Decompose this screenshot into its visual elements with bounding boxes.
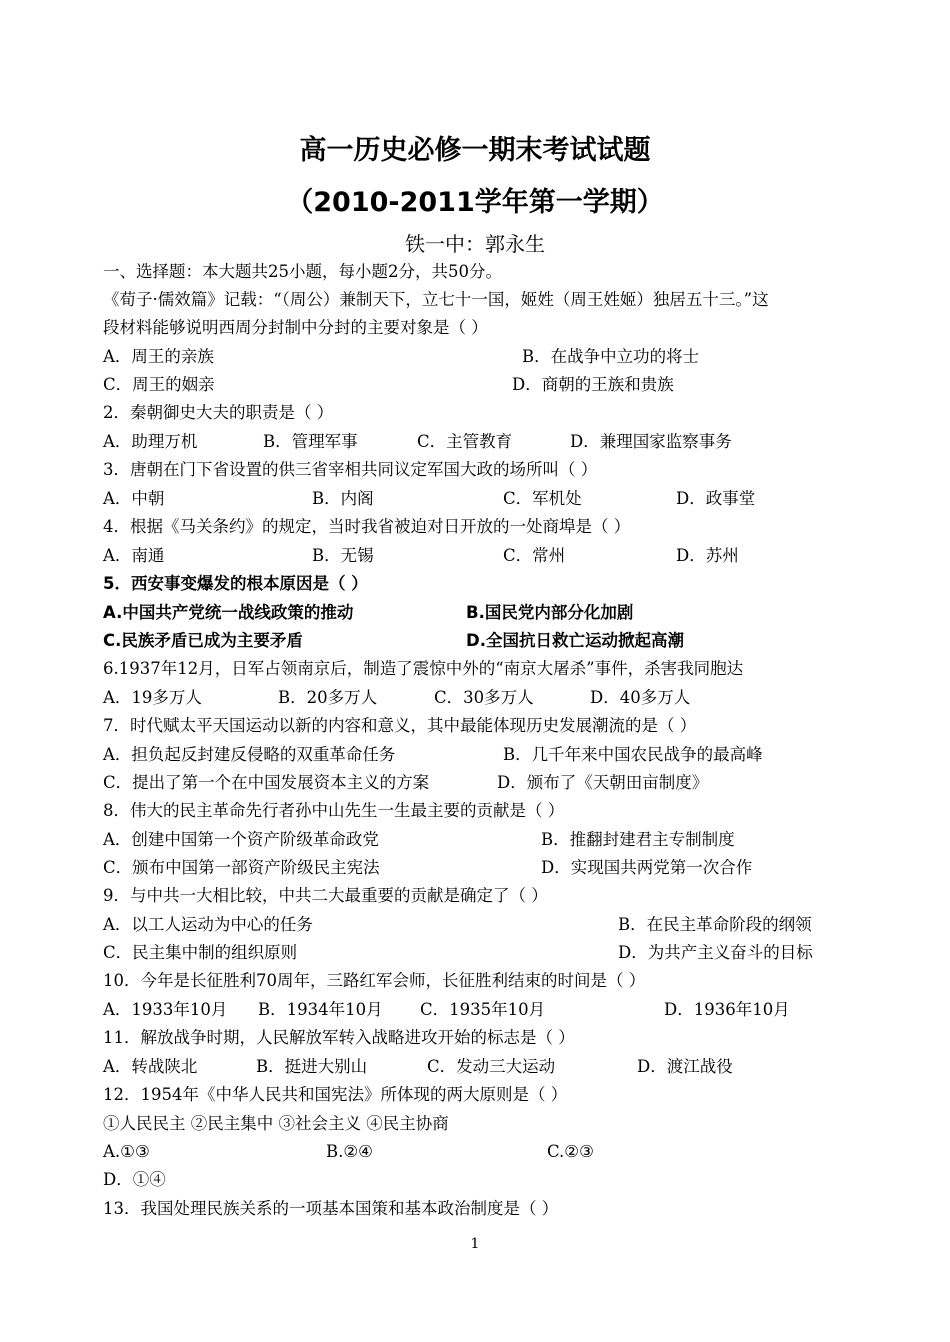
- answer-option: A．中朝: [103, 489, 165, 508]
- answer-option: D．实现国共两党第一次合作: [541, 858, 753, 877]
- answer-option: D．40多万人: [590, 688, 691, 707]
- answer-option: A．南通: [103, 546, 165, 565]
- answer-option: D．为共产主义奋斗的目标: [618, 943, 813, 962]
- question-stem: 9．与中共一大相比较，中共二大最重要的贡献是确定了（ ）: [103, 886, 548, 905]
- answer-option: A．以工人运动为中心的任务: [103, 915, 313, 934]
- answer-option: D．商朝的王族和贵族: [512, 375, 674, 394]
- answer-option: D．兼理国家监察事务: [570, 432, 732, 451]
- answer-option: A.中国共产党统一战线政策的推动: [103, 603, 354, 622]
- exam-title: 高一历史必修一期末考试试题: [299, 135, 651, 166]
- answer-option: C．颁布中国第一部资产阶级民主宪法: [103, 858, 380, 877]
- answer-option: B．在民主革命阶段的纲领: [618, 915, 812, 934]
- answer-option: B．几千年来中国农民战争的最高峰: [503, 745, 763, 764]
- answer-option: D．苏州: [676, 546, 739, 565]
- answer-option: B.国民党内部分化加剧: [466, 603, 634, 622]
- question-stem: 段材料能够说明西周分封制中分封的主要对象是（ ）: [103, 318, 488, 337]
- answer-option: B．1934年10月: [258, 1000, 383, 1019]
- answer-option: B．管理军事: [263, 432, 358, 451]
- answer-option: A.①③: [103, 1142, 150, 1161]
- answer-option: A．助理万机: [103, 432, 198, 451]
- answer-option: D.全国抗日救亡运动掀起高潮: [466, 631, 684, 650]
- answer-option: A．担负起反封建反侵略的双重革命任务: [103, 745, 396, 764]
- question-stem: 6.1937年12月，日军占领南京后，制造了震惊中外的“南京大屠杀”事件，杀害我同胞达: [103, 659, 744, 678]
- answer-option: B．内阁: [312, 489, 374, 508]
- question-stem: 3．唐朝在门下省设置的供三省宰相共同议定军国大政的场所叫（ ）: [103, 460, 598, 479]
- question-stem: 12．1954年《中华人民共和国宪法》所体现的两大原则是（ ）: [103, 1085, 568, 1104]
- question-stem: 2．秦朝御史大夫的职责是（ ）: [103, 403, 334, 422]
- answer-option: B．在战争中立功的将士: [522, 347, 700, 366]
- question-stem: ①人民民主 ②民主集中 ③社会主义 ④民主协商: [103, 1114, 449, 1133]
- answer-option: D．渡江战役: [637, 1057, 733, 1076]
- answer-option: C．周王的姻亲: [103, 375, 215, 394]
- answer-option: B.②④: [326, 1142, 373, 1161]
- answer-option: C．主管教育: [417, 432, 513, 451]
- question-stem: 13．我国处理民族关系的一项基本国策和基本政治制度是（ ）: [103, 1199, 559, 1218]
- answer-option: C．民主集中制的组织原则: [103, 943, 298, 962]
- answer-option: D．1936年10月: [664, 1000, 790, 1019]
- answer-option: A．1933年10月: [103, 1000, 228, 1019]
- author-line: 铁一中：郭永生: [405, 232, 545, 256]
- answer-option: B．推翻封建君主专制制度: [541, 830, 735, 849]
- question-stem: 7．时代赋太平天国运动以新的内容和意义，其中最能体现历史发展潮流的是（ ）: [103, 716, 697, 735]
- answer-option: C.民族矛盾已成为主要矛盾: [103, 631, 303, 650]
- question-stem: 11．解放战争时期，人民解放军转入战略进攻开始的标志是（ ）: [103, 1028, 575, 1047]
- answer-option: C．常州: [503, 546, 566, 565]
- answer-option: D．①④: [103, 1170, 166, 1189]
- answer-option: A．周王的亲族: [103, 347, 214, 366]
- section-heading: 一、选择题：本大题共25小题，每小题2分，共50分。: [103, 262, 502, 281]
- answer-option: A．转战陕北: [103, 1057, 198, 1076]
- page-number: 1: [470, 1236, 480, 1252]
- answer-option: D．政事堂: [676, 489, 756, 508]
- answer-option: D．颁布了《天朝田亩制度》: [497, 773, 709, 792]
- answer-option: B．无锡: [312, 546, 374, 565]
- question-stem: 8．伟大的民主革命先行者孙中山先生一生最主要的贡献是（ ）: [103, 801, 565, 820]
- answer-option: C．1935年10月: [420, 1000, 546, 1019]
- exam-subtitle: （2010-2011学年第一学期）: [286, 187, 664, 218]
- answer-option: B．挺进大别山: [256, 1057, 368, 1076]
- answer-option: C．发动三大运动: [427, 1057, 556, 1076]
- answer-option: A．创建中国第一个资产阶级革命政党: [103, 830, 379, 849]
- answer-option: C．军机处: [503, 489, 582, 508]
- question-stem: 《荀子·儒效篇》记载：“（周公）兼制天下，立七十一国，姬姓（周王姓姬）独居五十三。”这: [103, 290, 769, 309]
- answer-option: C．提出了第一个在中国发展资本主义的方案: [103, 773, 430, 792]
- question-stem: 5．西安事变爆发的根本原因是（ ）: [103, 574, 368, 593]
- question-stem: 10．今年是长征胜利70周年，三路红军会师，长征胜利结束的时间是（ ）: [103, 971, 646, 990]
- answer-option: C．30多万人: [434, 688, 534, 707]
- question-stem: 4．根据《马关条约》的规定，当时我省被迫对日开放的一处商埠是（ ）: [103, 517, 631, 536]
- answer-option: C.②③: [547, 1142, 594, 1161]
- answer-option: A．19多万人: [103, 688, 202, 707]
- answer-option: B．20多万人: [278, 688, 378, 707]
